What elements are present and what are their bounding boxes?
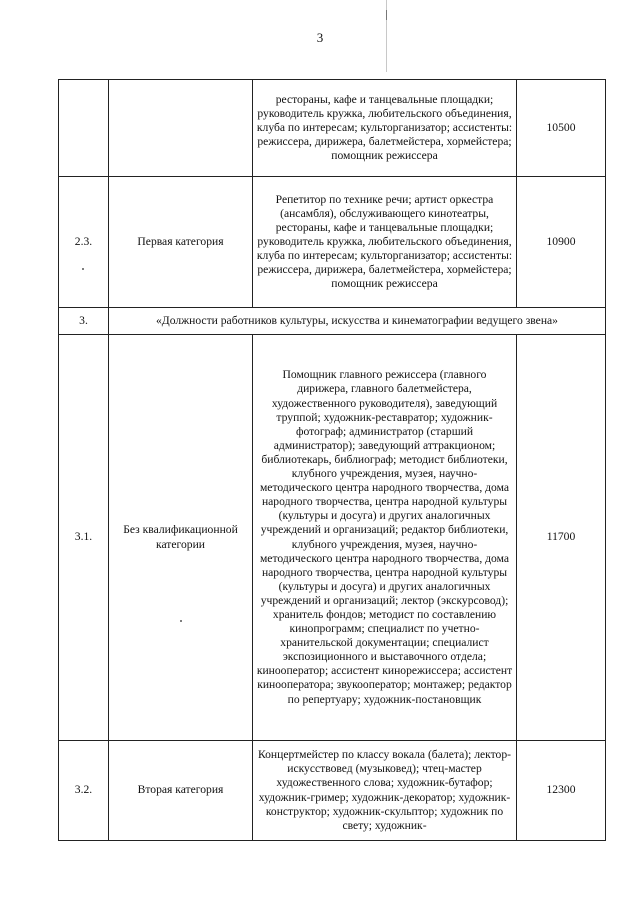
salary-cell: 10900	[517, 177, 606, 308]
table-row	[59, 80, 606, 177]
table-row	[59, 335, 606, 741]
page-number: 3	[316, 30, 324, 45]
salary-cell: 12300	[517, 741, 606, 841]
table-row	[59, 741, 606, 841]
positions-cell: рестораны, кафе и танцевальные площадки; руководитель кружка, любительского объединения, клуба по интересам; культорганизатор; ассистенты: режиссера, дирижера, балетмейстера, хормейстера; помощник режиссера	[253, 80, 517, 177]
category-cell	[109, 80, 253, 177]
scan-edge-tick	[386, 10, 387, 20]
category-cell: Первая категория	[109, 177, 253, 308]
salary-table	[58, 79, 606, 841]
category-cell: Без квалификационной категории	[109, 335, 253, 741]
section-title: «Должности работников культуры, искусства и кинематографии ведущего звена»	[109, 308, 606, 335]
scan-speck	[82, 268, 84, 270]
table-row	[59, 177, 606, 308]
salary-cell: 11700	[517, 335, 606, 741]
row-number: 3.2.	[59, 741, 109, 841]
section-number: 3.	[59, 308, 109, 335]
positions-cell: Репетитор по технике речи; артист оркестра (ансамбля), обслуживающего кинотеатры, рестораны, кафе и танцевальные площадки; руководитель кружка, любительского объединения, клуба по интересам; культорганизатор; ассистенты: режиссера, дирижера, балетмейстера, хормейстера; помощник режиссера	[253, 177, 517, 308]
row-number: 3.1.	[59, 335, 109, 741]
row-number	[59, 80, 109, 177]
category-cell: Вторая категория	[109, 741, 253, 841]
section-header-row	[59, 308, 606, 335]
salary-cell: 10500	[517, 80, 606, 177]
row-number: 2.3.	[59, 177, 109, 308]
positions-cell: Помощник главного режиссера (главного дирижера, главного балетмейстера, художественного руководителя), заведующий труппой; художник-реставратор; художник-фотограф; администратор (старший администратор); заведующий аттракционом; библиотекарь, библиограф; методист библиотеки, клубного учреждения, музея, научно-методического центра народного творчества, дома народного творчества, центра народной культуры (культуры и досуга) и других аналогичных учреждений и организаций; редактор библиотеки, клубного учреждения, музея, научно-методического центра народного творчества, дома народного творчества, центра народной культуры (культуры и досуга) и других аналогичных учреждений и организаций; лектор (экскурсовод); хранитель фондов; методист по составлению кинопрограмм; специалист по учетно-хранительской документации; специалист экспозиционного и выставочного отдела; кинооператор; ассистент кинорежиссера; ассистент кинооператора; звукооператор; монтажер; редактор по репертуару; художник-постановщик	[253, 335, 517, 741]
positions-cell: Концертмейстер по классу вокала (балета); лектор-искусствовед (музыковед); чтец-мастер художественного слова; художник-бутафор; художник-гример; художник-декоратор; художник-конструктор; художник-скульптор; художник по свету; художник-	[253, 741, 517, 841]
scan-speck	[180, 620, 182, 622]
